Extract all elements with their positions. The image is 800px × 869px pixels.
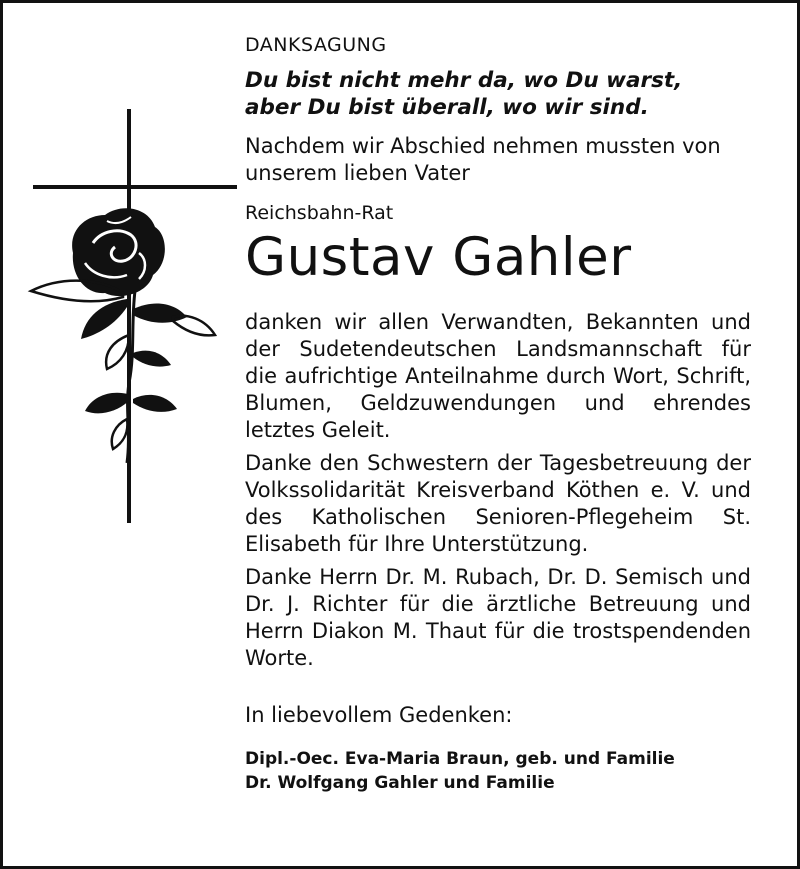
intro-line-2: unserem lieben Vater	[245, 161, 470, 185]
thanks-paragraph-3: Danke Herrn Dr. M. Rubach, Dr. D. Semisch und Dr. J. Richter für die ärztliche Betreuung und Herrn Diakon M. Thaut für die trostspendenden Worte.	[245, 565, 751, 670]
deceased-title: Reichsbahn-Rat	[245, 202, 394, 224]
motto-line-2: aber Du bist überall, wo wir sind.	[245, 95, 649, 120]
motto-quote	[245, 67, 751, 121]
deceased-name: Gustav Gahler	[245, 227, 632, 288]
cross-with-rose-icon	[23, 103, 243, 533]
rose-leaves	[31, 281, 215, 449]
closing-line: In liebevollem Gedenken:	[245, 703, 513, 727]
notice-heading: DANKSAGUNG	[245, 34, 387, 56]
cross-horizontal-beam	[33, 185, 237, 189]
signature-1: Dipl.-Oec. Eva-Maria Braun, geb. und Familie	[245, 749, 675, 769]
signature-2: Dr. Wolfgang Gahler und Familie	[245, 773, 555, 793]
thanks-paragraph-2: Danke den Schwestern der Tagesbetreuung der Volkssolidarität Kreisverband Köthen e. V. und des Katholischen Senioren-Pflegeheim St. Elisabeth für Ihre Unterstützung.	[245, 451, 751, 556]
motto-line-1: Du bist nicht mehr da, wo Du warst,	[245, 68, 683, 93]
intro-line-1: Nachdem wir Abschied nehmen mussten von	[245, 134, 721, 158]
notice-text-column	[245, 33, 751, 795]
intro-text	[245, 133, 751, 187]
thanks-paragraph-1: danken wir allen Verwandten, Bekannten und der Sudetendeutschen Landsmannschaft für die aufrichtige Anteilnahme durch Wort, Schrift, Blumen, Geldzuwendungen und ehrendes letztes Geleit.	[245, 310, 751, 442]
rose-blossom	[72, 208, 165, 296]
